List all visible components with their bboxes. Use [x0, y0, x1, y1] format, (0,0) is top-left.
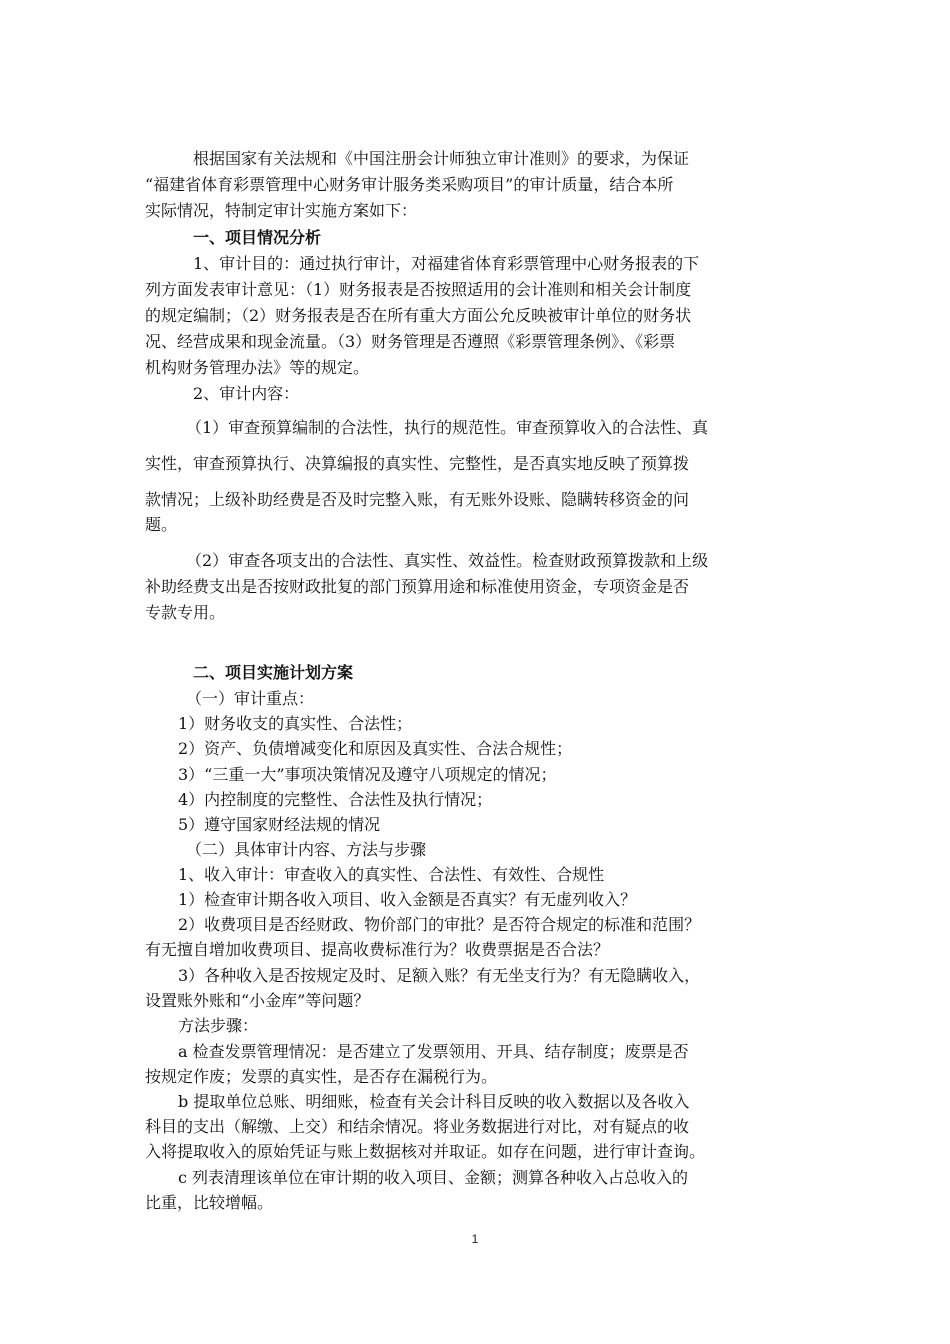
paragraph-line: a 检查发票管理情况：是否建立了发票领用、开具、结存制度；废票是否 — [178, 1042, 689, 1061]
paragraph-line: 补助经费支出是否按财政批复的部门预算用途和标准使用资金，专项资金是否 — [145, 577, 690, 596]
list-item: 2）资产、负债增减变化和原因及真实性、合法合规性； — [178, 739, 573, 758]
paragraph-line: 有无擅自增加收费项目、提高收费标准行为？收费票据是否合法？ — [145, 940, 610, 959]
intro-line-2: “福建省体育彩票管理中心财务审计服务类采购项目”的审计质量，结合本所 — [145, 175, 674, 194]
subheading: 2、审计内容： — [193, 384, 300, 403]
paragraph-line: 实性，审查预算执行、决算编报的真实性、完整性，是否真实地反映了预算拨 — [145, 454, 690, 473]
paragraph-line: 设置账外账和“小金库”等问题？ — [145, 991, 370, 1010]
paragraph-line: 列方面发表审计意见：（1）财务报表是否按照适用的会计准则和相关会计制度 — [145, 280, 692, 299]
section-heading-1: 一、项目情况分析 — [193, 228, 322, 247]
section-heading-2: 二、项目实施计划方案 — [193, 663, 354, 682]
paragraph-line: （2）审查各项支出的合法性、真实性、效益性。检查财政预算拨款和上级 — [186, 551, 709, 570]
subheading: 方法步骤： — [178, 1016, 259, 1035]
paragraph-line: 按规定作废；发票的真实性，是否存在漏税行为。 — [145, 1067, 498, 1086]
intro-line-3: 实际情况，特制定审计实施方案如下： — [145, 201, 418, 220]
list-item: 5）遵守国家财经法规的情况 — [178, 815, 381, 834]
subheading: （二）具体审计内容、方法与步骤 — [186, 840, 427, 859]
paragraph-line: 款情况；上级补助经费是否及时完整入账，有无账外设账、隐瞒转移资金的问 — [145, 490, 690, 509]
list-item: 3）“三重一大”事项决策情况及遵守八项规定的情况； — [178, 765, 557, 784]
paragraph-line: b 提取单位总账、明细账，检查有关会计科目反映的收入数据以及各收入 — [178, 1092, 690, 1111]
paragraph-line: 2）收费项目是否经财政、物价部门的审批？是否符合规定的标准和范围？ — [178, 915, 701, 934]
paragraph-line: 题。 — [145, 515, 178, 534]
paragraph-line: 科目的支出（解缴、上交）和结余情况。将业务数据进行对比，对有疑点的收 — [145, 1117, 690, 1136]
subheading: （一）审计重点： — [186, 689, 315, 708]
paragraph-line: 3）各种收入是否按规定及时、足额入账？有无坐支行为？有无隐瞒收入， — [178, 966, 701, 985]
paragraph-line: 入将提取收入的原始凭证与账上数据核对并取证。如存在问题，进行审计查询。 — [145, 1142, 706, 1161]
paragraph-line: 1、收入审计：审查收入的真实性、合法性、有效性、合规性 — [178, 865, 605, 884]
paragraph-line: 机构财务管理办法》等的规定。 — [145, 358, 370, 377]
intro-line-1: 根据国家有关法规和《中国注册会计师独立审计准则》的要求，为保证 — [193, 149, 690, 168]
paragraph-line: c 列表清理该单位在审计期的收入项目、金额；测算各种收入占总收入的 — [178, 1168, 689, 1187]
paragraph-line: 况、经营成果和现金流量。（3）财务管理是否遵照《彩票管理条例》、《彩票 — [145, 332, 676, 351]
paragraph-line: 专款专用。 — [145, 603, 226, 622]
list-item: 4）内控制度的完整性、合法性及执行情况； — [178, 790, 493, 809]
page-number: 1 — [471, 1232, 479, 1246]
paragraph-line: 的规定编制；（2）财务报表是否在所有重大方面公允反映被审计单位的财务状 — [145, 306, 692, 325]
paragraph-line: 1、审计目的：通过执行审计，对福建省体育彩票管理中心财务报表的下 — [193, 254, 700, 273]
paragraph-line: （1）审查预算编制的合法性，执行的规范性。审查预算收入的合法性、真 — [186, 418, 709, 437]
list-item: 1）财务收支的真实性、合法性； — [178, 714, 413, 733]
paragraph-line: 1）检查审计期各收入项目、收入金额是否真实？有无虚列收入？ — [178, 890, 637, 909]
paragraph-line: 比重，比较增幅。 — [145, 1193, 274, 1212]
